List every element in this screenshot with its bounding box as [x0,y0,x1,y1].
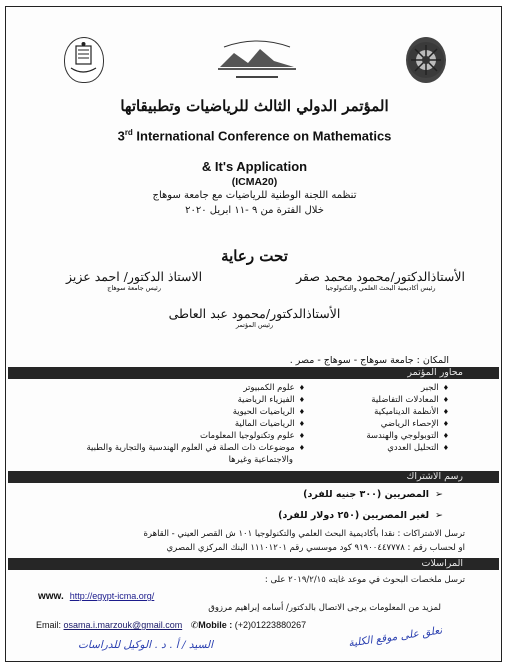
conference-flyer [5,6,502,662]
patron-role: رئيس أكاديمية البحث العلمي والتكنولوجيا [325,284,436,292]
conference-title-en [6,128,503,143]
topic-item: ♦ الجبر [329,382,449,394]
topic-item: ♦ علوم وتكنولوجيا المعلومات [35,430,305,442]
topic-item: ♦ الرياضيات الحيوية [35,406,305,418]
patron-name: الأستاذالدكتور/محمود محمد صقر [296,269,465,284]
fee-foreigners: ➢ لغير المصريين (٢٥٠ دولار للفرد) [278,510,443,521]
topics-right-column [329,382,449,454]
handwritten-note-left: السيد / أ . د . الوكيل للدراسات [78,639,214,651]
fees-header-bar: رسم الاشتراك [8,471,499,483]
title-ordinal-suffix: rd [124,128,133,137]
patronage-heading: تحت رعاية [221,247,288,265]
organizer-line: تنظمه اللجنة الوطنية للرياضيات مع جامعة سوهاج [152,190,357,201]
topic-item-continuation: والاجتماعية وغيرها [228,455,293,465]
topic-item: ♦ الإحصاء الرياضي [329,418,449,430]
sohag-university-icon [406,37,446,83]
payment-line-2: او لحساب رقم : ٩١٩٠٠٤٤٧٧٧٨ كود موسسي رقم ١١١٠١٢٠١ البنك المركزي المصري [166,543,465,553]
correspondence-header-bar: المراسلات [8,558,499,570]
mobile-number: (+2)01223880267 [234,620,307,630]
www-label: www. [38,591,64,602]
conference-title-en-line2: & It's Application [201,159,308,174]
venue-line: المكان : جامعة سوهاج - سوهاج - مصر . [289,355,449,366]
handwritten-note-right: نعلق على موقع الكلية [348,624,444,650]
patron-role: رئيس المؤتمر [235,321,274,329]
title-rest: International Conference on Mathematics [132,128,392,144]
patron-2 [66,269,202,292]
topic-item: ♦ المعادلات التفاضلية [329,394,449,406]
topic-item: ♦ موضوعات ذات الصلة في العلوم الهندسية والتجارية والطبية [35,442,305,454]
patron-name: الاستاذ الدكتور/ احمد عزيز [66,269,203,284]
patron-role: رئيس جامعة سوهاج [107,284,161,292]
patron-name: الأستاذالدكتور/محمود عبد العاطى [168,306,341,321]
title-ordinal: 3 [117,128,125,144]
email-link[interactable]: osama.i.marzouk@gmail.com [63,620,183,630]
topics-header-bar: محاور المؤتمر [8,367,499,379]
topics-left-column [35,382,305,466]
fee-egyptians: ➢ المصريين (٣٠٠ جنيه للفرد) [303,489,443,500]
academy-scientific-research-icon [214,37,300,85]
email-label: Email: [36,620,62,630]
contact-info [36,620,306,631]
topic-item: ♦ التحليل العددي [329,442,449,454]
conference-acronym: (ICMA20) [231,176,278,188]
mobile-label: Mobile : [198,620,233,630]
topic-item: ♦ التوبولوجي والهندسة [329,430,449,442]
topic-item: ♦ علوم الكمبيوتر [35,382,305,394]
patron-1 [296,269,465,292]
deadline-line: ترسل ملخصات البحوث في موعد غايته ٢٠١٩/٢/١٥ على : [264,575,465,585]
payment-line-1: ترسل الاشتراكات : نقدا بأكاديمية البحث العلمي والتكنولوجيا ١٠١ ش القصر العيني - القاهرة [143,529,465,539]
website-line [38,591,154,602]
topic-item: ♦ الرياضيات المالية [35,418,305,430]
contact-line: لمزيد من المعلومات يرجى الاتصال بالدكتور/ أسامه إبراهيم مرزوق [208,603,441,613]
topic-item: ♦ الأنظمة الديناميكية [329,406,449,418]
website-link[interactable]: http://egypt-icma.org/ [69,591,155,601]
topic-item: ♦ الفيزياء الرياضية [35,394,305,406]
conference-title-ar: المؤتمر الدولي الثالث للرياضيات وتطبيقاتها [120,97,389,115]
phone-icon: ✆ [190,620,199,630]
university-seal-icon [64,37,104,83]
patron-3 [6,306,503,329]
dates-line: خلال الفترة من ٩ -١١ ابريل ٢٠٢٠ [185,205,324,216]
